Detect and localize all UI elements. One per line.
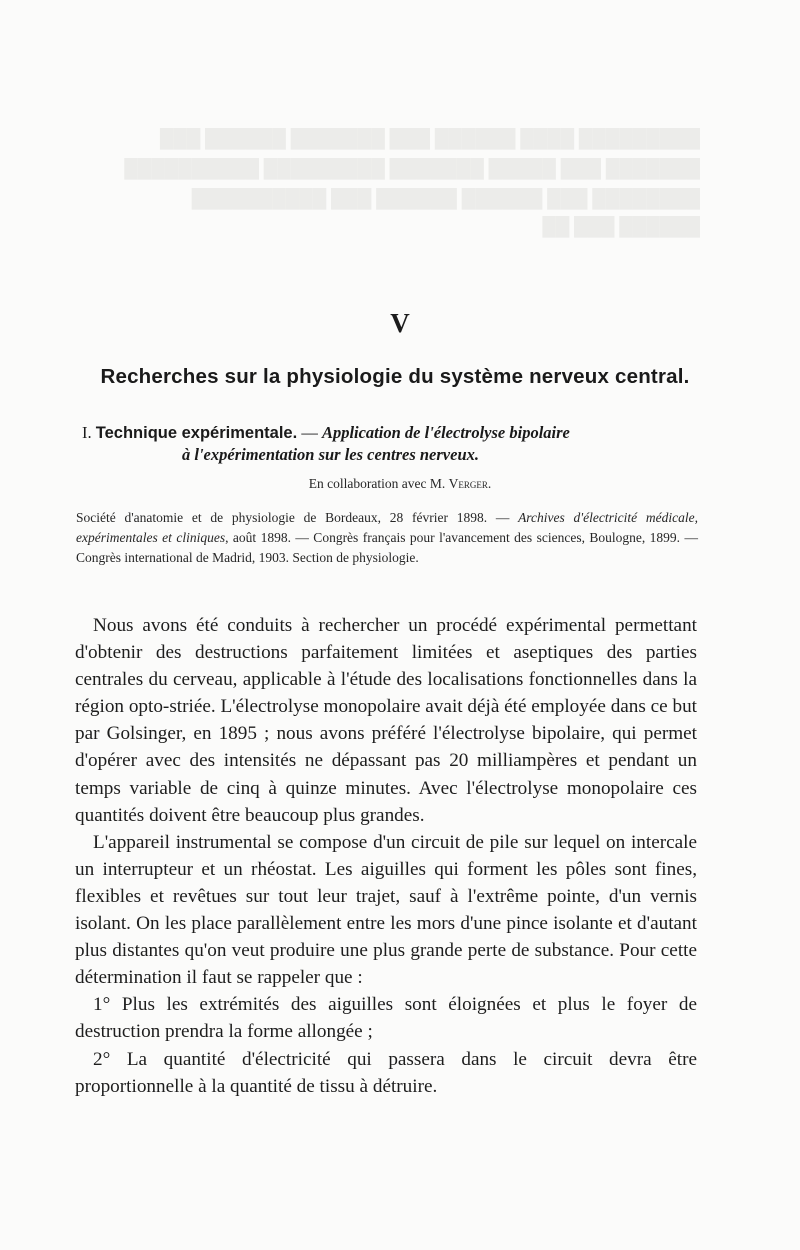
chapter-title: Recherches sur la physiologie du système nerveux central. xyxy=(100,365,690,388)
references-part1: Société d'anatomie et de physiologie de Bordeaux, 28 février 1898. — xyxy=(76,510,519,525)
enumeration-item: 1° Plus les extrémités des aiguilles sont éloignées et plus le foyer de destruction prendra la forme allongée ; xyxy=(75,994,697,1043)
collaborator-name: Verger. xyxy=(448,476,492,491)
journal-title: Archives d'électricité médicale, expérimentales et cliniques xyxy=(76,510,698,545)
collaboration-line xyxy=(0,476,800,492)
paragraph: Nous avons été conduits à rechercher un procédé expérimental permettant d'obtenir des destructions parfaitement limitées et aseptiques des parties centrales du cerveau, applicable à l'étude des localisations fonctionnelles dans la région opto-striée. L'électrolyse monopolaire avait déjà été employée dans ce but par Golsinger, en 1895 ; nous avons préféré l'électrolyse bipolaire, qui permet d'opérer avec des intensités ne dépassant pas 20 milliampères et pendant un temps variable de cinq à quinze minutes. Avec l'électrolyse monopolaire ces quantités doivent être beaucoup plus grandes. xyxy=(75,615,698,826)
references-part2: , août 1898. — Congrès français pour l'avancement des sciences, Boulogne, 1899. — Congrès international de Madrid, 1903. Section de physiologie. xyxy=(76,530,698,565)
bleed-through-line: ████████ ███ ██████ ██████ ███ ██████████ xyxy=(191,188,700,209)
publication-references xyxy=(76,508,698,568)
section-number: I. xyxy=(82,423,92,442)
enumeration-item: 2° La quantité d'électricité qui passera dans le circuit devra être proportionnelle à la quantité de tissu à détruire. xyxy=(75,1048,697,1097)
section-subtitle-line2: à l'expérimentation sur les centres nerveux. xyxy=(182,445,479,464)
collaboration-prefix: En collaboration avec M. xyxy=(308,476,446,491)
section-dash: — xyxy=(301,423,318,442)
bleed-through-line: █████████ ████ ██████ ███ ███████ ██████ ███ xyxy=(159,128,700,149)
section-title: Technique expérimentale. xyxy=(95,424,298,442)
section-subtitle-line1: Application de l'électrolyse bipolaire xyxy=(321,423,570,442)
bleed-through-line: ██████ ███ ██ xyxy=(542,216,700,237)
bleed-through-line: ███████ ███ █████ ███████ █████████ ██████████ xyxy=(124,158,700,179)
body-text xyxy=(75,612,697,1100)
section-heading xyxy=(82,422,702,466)
chapter-number: V xyxy=(390,308,410,338)
paragraph: L'appareil instrumental se compose d'un circuit de pile sur lequel on intercale un interrupteur et un rhéostat. Les aiguilles qui forment les pôles sont fines, flexibles et revêtues sur tout leur trajet, sauf à l'extrême pointe, d'un vernis isolant. On les place parallèlement entre les mors d'une pince isolante et d'autant plus distantes qu'on veut produire une plus grande perte de substance. Pour cette détermination il faut se rappeler que : xyxy=(75,831,697,989)
